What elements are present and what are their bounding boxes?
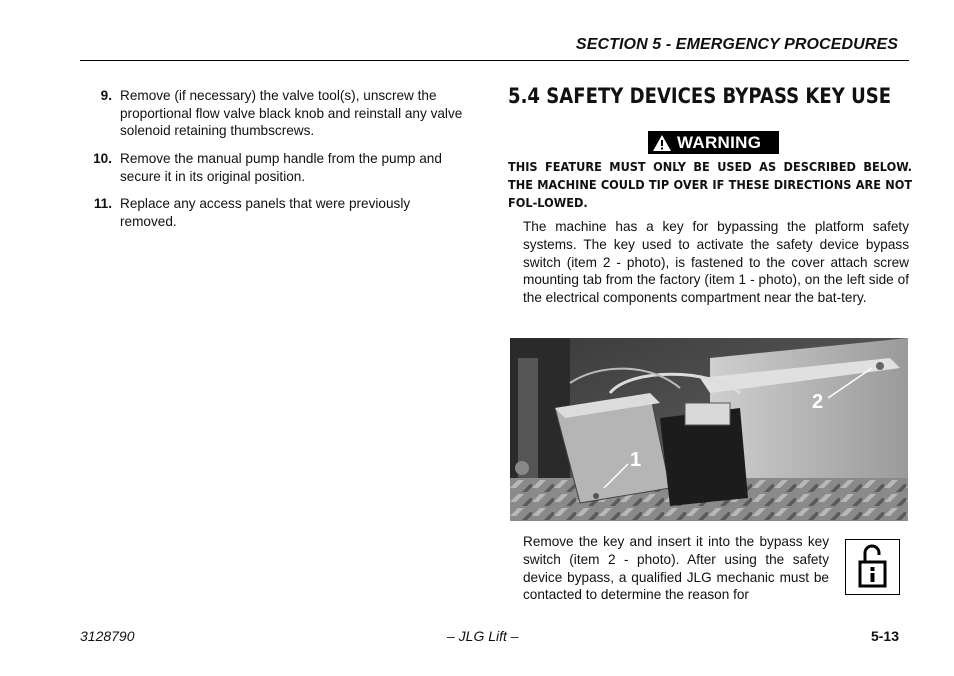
- step-10: [80, 150, 470, 185]
- step-text: Remove the manual pump handle from the pump and secure it in its original position.: [120, 151, 442, 184]
- step-11: [80, 195, 470, 230]
- electrical-compartment-photo: [510, 338, 908, 521]
- photo-callout-1: 1: [630, 449, 642, 471]
- footer-title: – JLG Lift –: [447, 628, 519, 644]
- header-rule: [80, 60, 909, 61]
- photo-callout-2: 2: [812, 391, 824, 413]
- step-number: 9.: [100, 88, 112, 103]
- step-number: 11.: [93, 196, 112, 211]
- warning-label: WARNING: [677, 132, 762, 152]
- step-number: 10.: [93, 151, 112, 166]
- warning-triangle-icon: [652, 134, 672, 152]
- warning-text: THIS FEATURE MUST ONLY BE USED AS DESCRIBED BELOW. THE MACHINE COULD TIP OVER IF THESE DIRECTIONS ARE NOT FOL-LOWED.: [508, 159, 913, 210]
- bypass-key-paragraph: The machine has a key for bypassing the platform safety systems. The key used to activate the safety device bypass switch (item 2 - photo), is fastened to the cover attach screw mounting tab from the factory (item 1 - photo), on the left side of the electrical components compartment near the bat-tery.: [523, 219, 909, 306]
- warning-banner: [648, 131, 779, 154]
- padlock-open-icon: [845, 539, 900, 595]
- photo-illustration: [510, 338, 908, 521]
- doc-number: 3128790: [80, 628, 135, 644]
- padlock-open-icon-graphic: [846, 540, 899, 594]
- page-number: 5-13: [870, 628, 899, 644]
- section-heading: 5.4 SAFETY DEVICES BYPASS KEY USE: [508, 84, 892, 108]
- step-text: Replace any access panels that were previously removed.: [120, 196, 411, 229]
- step-text: Remove (if necessary) the valve tool(s), unscrew the proportional flow valve black knob and reinstall any valve solenoid retaining thumbscrews.: [120, 88, 463, 138]
- section-header: SECTION 5 - EMERGENCY PROCEDURES: [575, 36, 898, 53]
- bypass-usage-paragraph: Remove the key and insert it into the bypass key switch (item 2 - photo). After using the safety device bypass, a qualified JLG mechanic must be contacted to determine the reason for: [523, 534, 829, 603]
- step-9: [80, 87, 470, 140]
